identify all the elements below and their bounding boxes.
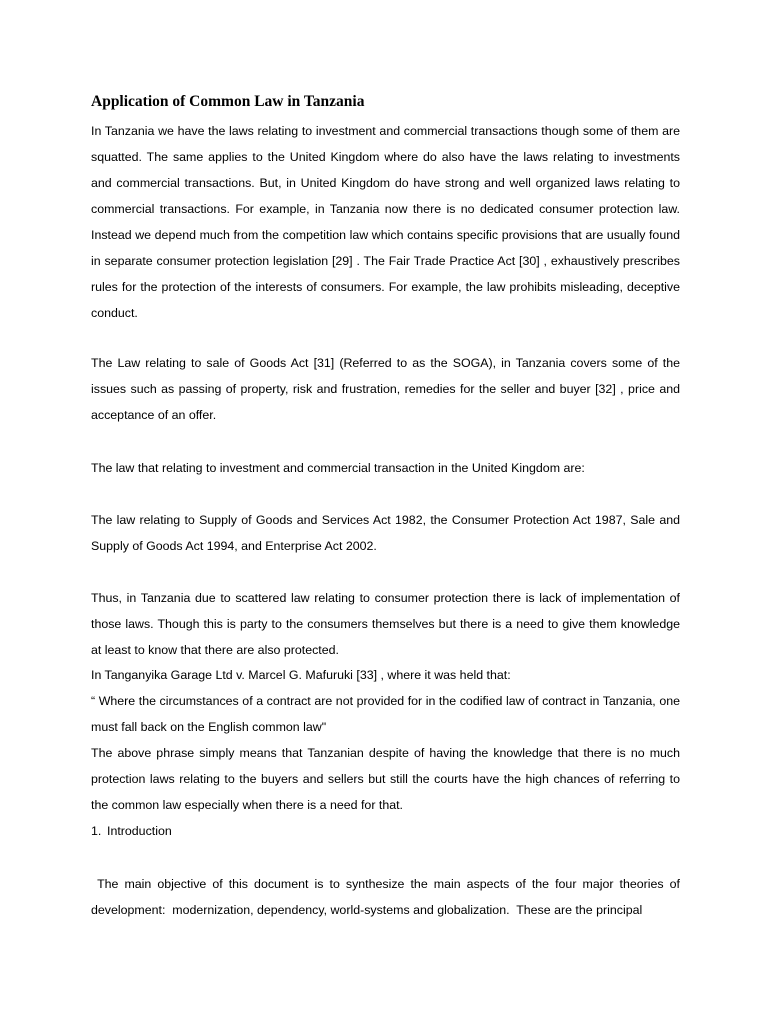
paragraph-soga: The Law relating to sale of Goods Act [31] (Referred to as the SOGA), in Tanzania covers some of the issues such as passing of property, risk and frustration, remedies for the seller and buyer [32] , price and acceptance of an offer. <box>91 356 680 422</box>
section-heading-introduction <box>91 818 172 844</box>
paragraph-phrase-explanation: The above phrase simply means that Tanzanian despite of having the knowledge that there is no much protection laws relating to the buyers and sellers but still the courts have the high chances of referring to the common law especially when there is a need for that. <box>91 746 680 812</box>
section-title: Introduction <box>107 824 172 838</box>
section-number: 1. <box>91 824 102 838</box>
paragraph-scattered-law: Thus, in Tanzania due to scattered law relating to consumer protection there is lack of implementation of those laws. Though this is party to the consumers themselves but there is a need to give them knowledge at least to know that there are also protected. <box>91 591 680 657</box>
document-title: Application of Common Law in Tanzania <box>91 93 365 110</box>
paragraph-common-law-intro: In Tanzania we have the laws relating to investment and commercial transactions though some of them are squatted. The same applies to the United Kingdom where do also have the laws relating to investments and commercial transactions. But, in United Kingdom do have strong and well organized laws relating to commercial transactions. For example, in Tanzania now there is no dedicated consumer protection law. Instead we depend much from the competition law which contains specific provisions that are usually found in separate consumer protection legislation [29] . The Fair Trade Practice Act [30] , exhaustively prescribes rules for the protection of the interests of consumers. For example, the law prohibits misleading, deceptive conduct. <box>91 124 680 320</box>
paragraph-uk-laws-lead: The law that relating to investment and commercial transaction in the United Kingdom are: <box>91 461 585 475</box>
paragraph-main-objective: The main objective of this document is to synthesize the main aspects of the four major theories of development: modernization, dependency, world-systems and globalization. These are the principal <box>91 877 684 917</box>
paragraph-case-quote: “ Where the circumstances of a contract are not provided for in the codified law of contract in Tanzania, one must fall back on the English common law" <box>91 694 680 734</box>
paragraph-uk-acts: The law relating to Supply of Goods and Services Act 1982, the Consumer Protection Act 1987, Sale and Supply of Goods Act 1994, and Enterprise Act 2002. <box>91 513 680 553</box>
paragraph-case-citation: In Tanganyika Garage Ltd v. Marcel G. Mafuruki [33] , where it was held that: <box>91 668 511 682</box>
